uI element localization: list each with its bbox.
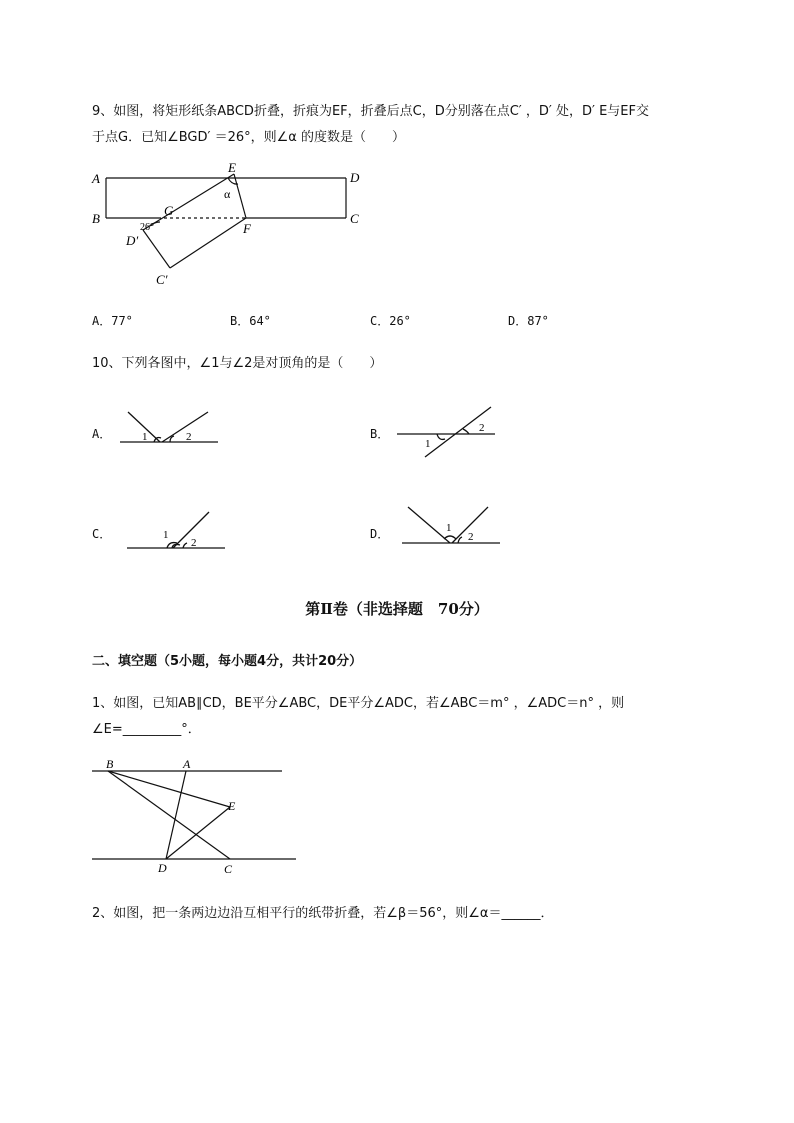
f1-label-a: A [183,757,191,771]
f1-text-line1: 1、如图，已知AB∥CD，BE平分∠ABC，DE平分∠ADC，若∠ABC＝m° ，∠ADC＝n° ，则 [92,696,625,711]
f1-text-line2: ∠E=_________°． [92,722,201,737]
f1-label-e: E [228,799,236,813]
q9-label-g: G [164,203,174,218]
q10-b-angle-1: 1 [425,438,431,450]
q9-label-f: F [243,221,251,236]
part2-title: 第Ⅱ卷（非选择题 70分） [305,600,489,618]
q10-option-c-label: C． [92,527,112,541]
q9-option-d: D．87° [508,314,549,328]
section2-header: 二、填空题（5小题，每小题4分，共计20分） [92,654,363,669]
q10-figure-d [400,503,505,548]
q9-label-26: 26° [140,222,154,233]
q10-d-angle-1: 1 [446,522,452,534]
f1-label-c: C [224,862,233,876]
q9-label-e: E [228,160,236,175]
q9-label-d: D [350,170,360,185]
q10-figure-c [125,508,230,553]
q10-a-angle-1: 1 [142,431,148,443]
q9-label-c: C [350,211,359,226]
q9-text-line2: 于点G．已知∠BGD′ ＝26°，则∠α 的度数是（ ） [92,130,405,145]
q10-d-angle-2: 2 [468,531,474,543]
q10-figure-a [118,408,223,448]
q9-label-d-prime: D′ [126,233,139,248]
q9-label-c-prime: C′ [156,272,168,287]
q10-option-a-label: A． [92,427,112,441]
q10-option-d-label: D． [370,527,390,541]
q10-text: 10、下列各图中，∠1与∠2是对顶角的是（ ） [92,356,383,371]
f1-label-d: D [158,861,167,875]
q9-option-c: C．26° [370,314,411,328]
q10-option-b-label: B． [370,427,390,441]
q9-option-a: A．77° [92,314,133,328]
q10-c-angle-1: 1 [163,529,169,541]
q9-label-alpha: α [224,187,231,201]
f1-figure [90,755,300,877]
q10-a-angle-2: 2 [186,431,192,443]
q10-b-angle-2: 2 [479,422,485,434]
q9-label-b: B [92,211,100,226]
q10-c-angle-2: 2 [191,537,197,549]
q9-figure [88,160,378,295]
f2-text: 2、如图，把一条两边边沿互相平行的纸带折叠，若∠β＝56°，则∠α＝______． [92,906,554,921]
q9-option-b: B．64° [230,314,271,328]
q9-text-line1: 9、如图，将矩形纸条ABCD折叠，折痕为EF，折叠后点C，D分别落在点C′ ，D′ 处，D′ E与EF交 [92,104,649,119]
f1-label-b: B [106,757,114,771]
q10-figure-b [395,403,500,461]
q9-label-a: A [92,171,100,186]
